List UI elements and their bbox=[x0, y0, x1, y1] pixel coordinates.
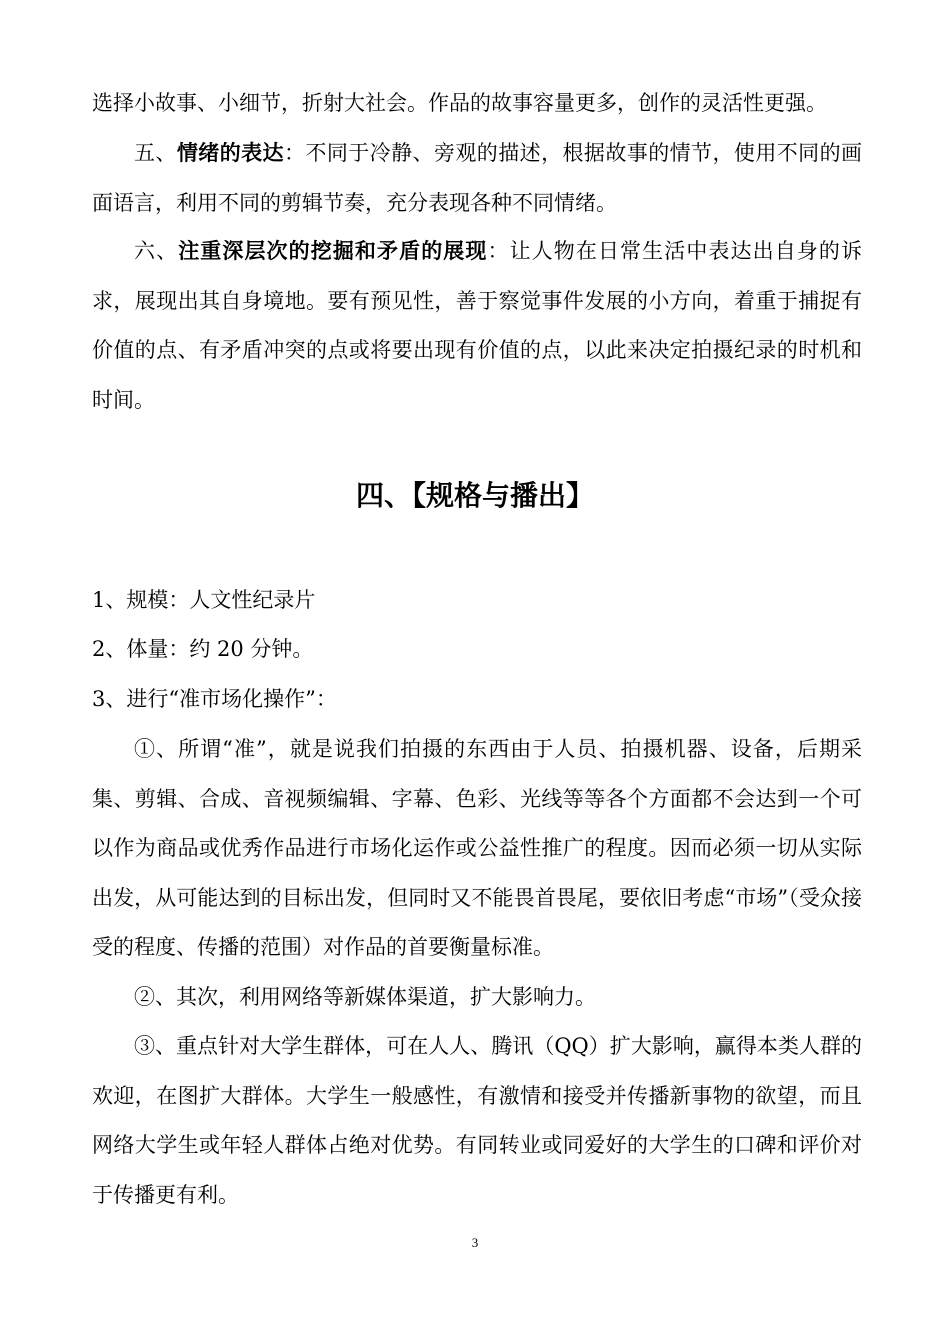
paragraph-continuation bbox=[92, 79, 862, 129]
paragraph-bold-term: 情绪的表达 bbox=[176, 141, 284, 165]
page-number: 3 bbox=[471, 1235, 479, 1250]
paragraph-text: ：不同于冷静、旁观的描述，根据故事的情节，使用不同的画面语言，利用不同的剪辑节奏，充分表现各种不同情绪。 bbox=[92, 141, 863, 215]
sub-item-new-media: ②、其次，利用网络等新媒体渠道，扩大影响力。 bbox=[134, 985, 596, 1009]
paragraph-lead: 六、 bbox=[134, 239, 179, 263]
paragraph-text: ：让人物在日常生活中表达出自身的诉求，展现出其自身境地。要有预见性，善于察觉事件发展的小方向，着重于捕捉有价值的点、有矛盾冲突的点或将要出现有价值的点，以此来决定拍摄纪录的时机和时间。 bbox=[92, 239, 862, 412]
sub-item-definition: ①、所谓“准”，就是说我们拍摄的东西由于人员、拍摄机器、设备，后期采集、剪辑、合成、音视频编辑、字幕、色彩、光线等等各个方面都不会达到一个可以作为商品或优秀作品进行市场化运作或公益性推广的程度。因而必须一切从实际出发，从可能达到的目标出发，但同时又不能畏首畏尾，要依旧考虑“市场”（受众接受的程度、传播的范围）对作品的首要衡量标准。 bbox=[92, 737, 862, 959]
paragraph-lead: 五、 bbox=[134, 141, 177, 165]
paragraph-bold-term: 注重深层次的挖掘和矛盾的展现 bbox=[178, 239, 488, 263]
sub-item-college-students: ③、重点针对大学生群体，可在人人、腾讯（QQ）扩大影响，赢得本类人群的欢迎，在图扩大群体。大学生一般感性，有激情和接受并传播新事物的欲望，而且网络大学生或年轻人群体占绝对优势。有同转业或同爱好的大学生的口碑和评价对于传播更有利。 bbox=[92, 1034, 862, 1207]
paragraph-emotion-expression bbox=[92, 129, 862, 228]
list-item-scale: 1、规模：人文性纪录片 bbox=[92, 588, 316, 612]
paragraph-deep-mining bbox=[92, 227, 862, 425]
list-item-marketization: 3、进行“准市场化操作”： bbox=[92, 687, 337, 711]
list-item-length: 2、体量：约 20 分钟。 bbox=[92, 637, 314, 661]
section-heading: 四、【规格与播出】 bbox=[355, 479, 594, 512]
paragraph-text: 选择小故事、小细节，折射大社会。作品的故事容量更多，创作的灵活性更强。 bbox=[92, 91, 827, 115]
